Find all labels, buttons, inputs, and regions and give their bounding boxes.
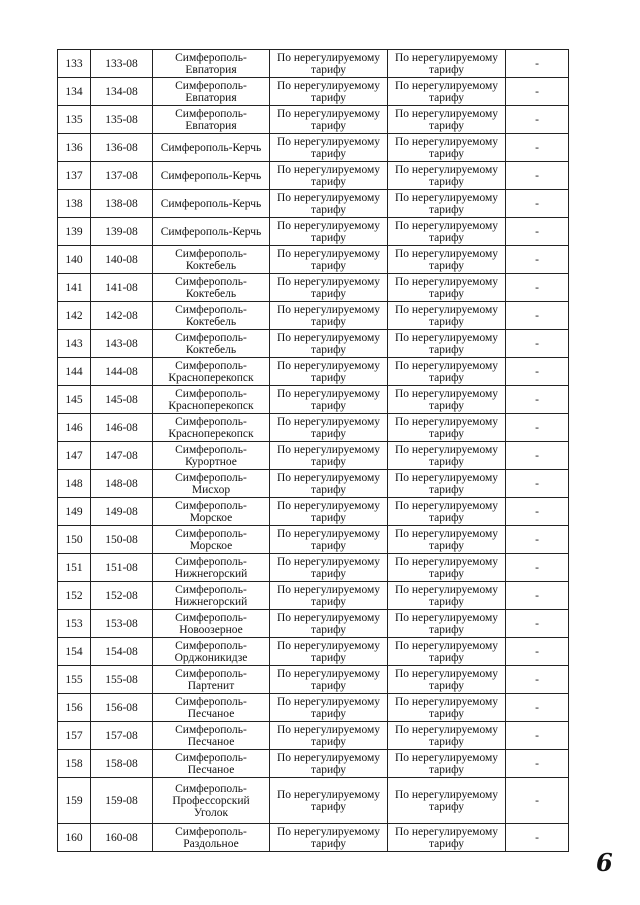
row-number-cell: 141 <box>58 274 91 302</box>
extra-cell: - <box>506 78 569 106</box>
row-number-cell: 155 <box>58 666 91 694</box>
tariff-cell-b: По нерегулируемому тарифу <box>388 750 506 778</box>
route-name-cell: Симферополь-Керчь <box>153 218 270 246</box>
tariff-cell-a: По нерегулируемому тарифу <box>270 750 388 778</box>
row-number-cell: 150 <box>58 526 91 554</box>
route-code-cell: 138-08 <box>91 190 153 218</box>
tariff-cell-a: По нерегулируемому тарифу <box>270 358 388 386</box>
table-row <box>58 50 569 78</box>
row-number-cell: 153 <box>58 610 91 638</box>
tariff-cell-b: По нерегулируемому тарифу <box>388 190 506 218</box>
tariff-cell-a: По нерегулируемому тарифу <box>270 218 388 246</box>
tariff-cell-b: По нерегулируемому тарифу <box>388 824 506 852</box>
tariff-cell-a: По нерегулируемому тарифу <box>270 498 388 526</box>
route-name-cell: Симферополь- Песчаное <box>153 750 270 778</box>
route-code-cell: 153-08 <box>91 610 153 638</box>
table-row <box>58 246 569 274</box>
extra-cell: - <box>506 218 569 246</box>
route-name-cell: Симферополь-Керчь <box>153 190 270 218</box>
tariff-cell-b: По нерегулируемому тарифу <box>388 722 506 750</box>
route-code-cell: 144-08 <box>91 358 153 386</box>
extra-cell: - <box>506 190 569 218</box>
route-code-cell: 160-08 <box>91 824 153 852</box>
route-code-cell: 136-08 <box>91 134 153 162</box>
route-code-cell: 152-08 <box>91 582 153 610</box>
tariff-cell-a: По нерегулируемому тарифу <box>270 610 388 638</box>
routes-table <box>57 49 569 852</box>
tariff-cell-a: По нерегулируемому тарифу <box>270 722 388 750</box>
route-code-cell: 146-08 <box>91 414 153 442</box>
extra-cell: - <box>506 722 569 750</box>
row-number-cell: 134 <box>58 78 91 106</box>
row-number-cell: 139 <box>58 218 91 246</box>
route-name-cell: Симферополь- Песчаное <box>153 694 270 722</box>
tariff-cell-a: По нерегулируемому тарифу <box>270 666 388 694</box>
route-name-cell: Симферополь- Мисхор <box>153 470 270 498</box>
tariff-cell-a: По нерегулируемому тарифу <box>270 274 388 302</box>
route-code-cell: 140-08 <box>91 246 153 274</box>
route-name-cell: Симферополь- Профессорский Уголок <box>153 778 270 824</box>
route-code-cell: 148-08 <box>91 470 153 498</box>
route-name-cell: Симферополь- Новоозерное <box>153 610 270 638</box>
row-number-cell: 140 <box>58 246 91 274</box>
row-number-cell: 148 <box>58 470 91 498</box>
route-name-cell: Симферополь- Коктебель <box>153 302 270 330</box>
table-row <box>58 358 569 386</box>
tariff-cell-a: По нерегулируемому тарифу <box>270 78 388 106</box>
table-row <box>58 190 569 218</box>
tariff-cell-b: По нерегулируемому тарифу <box>388 666 506 694</box>
row-number-cell: 138 <box>58 190 91 218</box>
table-row <box>58 610 569 638</box>
table-row <box>58 442 569 470</box>
tariff-cell-b: По нерегулируемому тарифу <box>388 610 506 638</box>
table-row <box>58 554 569 582</box>
table-row <box>58 274 569 302</box>
row-number-cell: 158 <box>58 750 91 778</box>
extra-cell: - <box>506 246 569 274</box>
route-name-cell: Симферополь- Коктебель <box>153 330 270 358</box>
tariff-cell-b: По нерегулируемому тарифу <box>388 694 506 722</box>
tariff-cell-b: По нерегулируемому тарифу <box>388 386 506 414</box>
tariff-cell-b: По нерегулируемому тарифу <box>388 582 506 610</box>
route-name-cell: Симферополь- Партенит <box>153 666 270 694</box>
row-number-cell: 159 <box>58 778 91 824</box>
tariff-cell-a: По нерегулируемому тарифу <box>270 134 388 162</box>
route-name-cell: Симферополь- Евпатория <box>153 78 270 106</box>
route-name-cell: Симферополь- Курортное <box>153 442 270 470</box>
row-number-cell: 151 <box>58 554 91 582</box>
tariff-cell-a: По нерегулируемому тарифу <box>270 106 388 134</box>
table-row <box>58 526 569 554</box>
route-name-cell: Симферополь- Красноперекопск <box>153 386 270 414</box>
route-code-cell: 143-08 <box>91 330 153 358</box>
tariff-cell-a: По нерегулируемому тарифу <box>270 50 388 78</box>
tariff-cell-b: По нерегулируемому тарифу <box>388 330 506 358</box>
tariff-cell-a: По нерегулируемому тарифу <box>270 442 388 470</box>
extra-cell: - <box>506 554 569 582</box>
route-name-cell: Симферополь- Нижнегорский <box>153 582 270 610</box>
table-row <box>58 582 569 610</box>
route-name-cell: Симферополь-Керчь <box>153 134 270 162</box>
tariff-cell-a: По нерегулируемому тарифу <box>270 554 388 582</box>
route-code-cell: 151-08 <box>91 554 153 582</box>
route-name-cell: Симферополь- Коктебель <box>153 246 270 274</box>
route-code-cell: 145-08 <box>91 386 153 414</box>
route-name-cell: Симферополь- Морское <box>153 526 270 554</box>
tariff-cell-a: По нерегулируемому тарифу <box>270 778 388 824</box>
row-number-cell: 156 <box>58 694 91 722</box>
tariff-cell-b: По нерегулируемому тарифу <box>388 134 506 162</box>
table-row <box>58 470 569 498</box>
table-row <box>58 722 569 750</box>
route-code-cell: 158-08 <box>91 750 153 778</box>
route-name-cell: Симферополь- Морское <box>153 498 270 526</box>
route-name-cell: Симферополь- Коктебель <box>153 274 270 302</box>
row-number-cell: 136 <box>58 134 91 162</box>
tariff-cell-a: По нерегулируемому тарифу <box>270 386 388 414</box>
tariff-cell-a: По нерегулируемому тарифу <box>270 526 388 554</box>
extra-cell: - <box>506 824 569 852</box>
table-row <box>58 106 569 134</box>
tariff-cell-a: По нерегулируемому тарифу <box>270 330 388 358</box>
tariff-cell-b: По нерегулируемому тарифу <box>388 638 506 666</box>
tariff-cell-b: По нерегулируемому тарифу <box>388 106 506 134</box>
tariff-cell-b: По нерегулируемому тарифу <box>388 498 506 526</box>
table-row <box>58 778 569 824</box>
tariff-cell-a: По нерегулируемому тарифу <box>270 190 388 218</box>
routes-table-body <box>58 50 569 852</box>
extra-cell: - <box>506 666 569 694</box>
row-number-cell: 144 <box>58 358 91 386</box>
route-name-cell: Симферополь- Евпатория <box>153 106 270 134</box>
extra-cell: - <box>506 358 569 386</box>
row-number-cell: 147 <box>58 442 91 470</box>
tariff-cell-b: По нерегулируемому тарифу <box>388 778 506 824</box>
row-number-cell: 160 <box>58 824 91 852</box>
tariff-cell-a: По нерегулируемому тарифу <box>270 162 388 190</box>
row-number-cell: 142 <box>58 302 91 330</box>
tariff-cell-b: По нерегулируемому тарифу <box>388 246 506 274</box>
route-code-cell: 156-08 <box>91 694 153 722</box>
page-number: 6 <box>596 848 613 877</box>
route-name-cell: Симферополь- Нижнегорский <box>153 554 270 582</box>
row-number-cell: 137 <box>58 162 91 190</box>
route-code-cell: 155-08 <box>91 666 153 694</box>
tariff-cell-a: По нерегулируемому тарифу <box>270 246 388 274</box>
table-row <box>58 638 569 666</box>
row-number-cell: 143 <box>58 330 91 358</box>
table-row <box>58 330 569 358</box>
tariff-cell-a: По нерегулируемому тарифу <box>270 414 388 442</box>
extra-cell: - <box>506 694 569 722</box>
extra-cell: - <box>506 778 569 824</box>
row-number-cell: 145 <box>58 386 91 414</box>
route-code-cell: 135-08 <box>91 106 153 134</box>
row-number-cell: 133 <box>58 50 91 78</box>
extra-cell: - <box>506 498 569 526</box>
extra-cell: - <box>506 162 569 190</box>
table-row <box>58 302 569 330</box>
extra-cell: - <box>506 386 569 414</box>
table-row <box>58 218 569 246</box>
tariff-cell-b: По нерегулируемому тарифу <box>388 50 506 78</box>
tariff-cell-a: По нерегулируемому тарифу <box>270 470 388 498</box>
table-row <box>58 134 569 162</box>
route-code-cell: 150-08 <box>91 526 153 554</box>
extra-cell: - <box>506 470 569 498</box>
tariff-cell-a: По нерегулируемому тарифу <box>270 302 388 330</box>
route-code-cell: 133-08 <box>91 50 153 78</box>
extra-cell: - <box>506 274 569 302</box>
table-row <box>58 498 569 526</box>
tariff-cell-b: По нерегулируемому тарифу <box>388 470 506 498</box>
row-number-cell: 154 <box>58 638 91 666</box>
tariff-cell-b: По нерегулируемому тарифу <box>388 302 506 330</box>
table-row <box>58 750 569 778</box>
route-name-cell: Симферополь- Красноперекопск <box>153 414 270 442</box>
extra-cell: - <box>506 302 569 330</box>
route-code-cell: 137-08 <box>91 162 153 190</box>
extra-cell: - <box>506 750 569 778</box>
tariff-cell-b: По нерегулируемому тарифу <box>388 218 506 246</box>
extra-cell: - <box>506 610 569 638</box>
route-code-cell: 154-08 <box>91 638 153 666</box>
tariff-cell-a: По нерегулируемому тарифу <box>270 694 388 722</box>
tariff-cell-a: По нерегулируемому тарифу <box>270 638 388 666</box>
tariff-cell-b: По нерегулируемому тарифу <box>388 162 506 190</box>
table-row <box>58 824 569 852</box>
table-row <box>58 386 569 414</box>
row-number-cell: 152 <box>58 582 91 610</box>
route-name-cell: Симферополь- Евпатория <box>153 50 270 78</box>
extra-cell: - <box>506 134 569 162</box>
route-code-cell: 139-08 <box>91 218 153 246</box>
tariff-cell-b: По нерегулируемому тарифу <box>388 442 506 470</box>
tariff-cell-b: По нерегулируемому тарифу <box>388 554 506 582</box>
table-row <box>58 78 569 106</box>
row-number-cell: 146 <box>58 414 91 442</box>
route-code-cell: 142-08 <box>91 302 153 330</box>
tariff-cell-b: По нерегулируемому тарифу <box>388 414 506 442</box>
table-row <box>58 414 569 442</box>
route-name-cell: Симферополь- Орджоникидзе <box>153 638 270 666</box>
extra-cell: - <box>506 414 569 442</box>
route-name-cell: Симферополь- Красноперекопск <box>153 358 270 386</box>
route-code-cell: 149-08 <box>91 498 153 526</box>
route-name-cell: Симферополь- Раздольное <box>153 824 270 852</box>
table-row <box>58 666 569 694</box>
tariff-cell-a: По нерегулируемому тарифу <box>270 582 388 610</box>
table-row <box>58 694 569 722</box>
route-name-cell: Симферополь-Керчь <box>153 162 270 190</box>
tariff-cell-a: По нерегулируемому тарифу <box>270 824 388 852</box>
extra-cell: - <box>506 106 569 134</box>
tariff-cell-b: По нерегулируемому тарифу <box>388 274 506 302</box>
extra-cell: - <box>506 442 569 470</box>
route-code-cell: 159-08 <box>91 778 153 824</box>
route-code-cell: 147-08 <box>91 442 153 470</box>
route-code-cell: 141-08 <box>91 274 153 302</box>
extra-cell: - <box>506 638 569 666</box>
extra-cell: - <box>506 526 569 554</box>
route-code-cell: 157-08 <box>91 722 153 750</box>
tariff-cell-b: По нерегулируемому тарифу <box>388 526 506 554</box>
extra-cell: - <box>506 50 569 78</box>
table-row <box>58 162 569 190</box>
row-number-cell: 157 <box>58 722 91 750</box>
tariff-cell-b: По нерегулируемому тарифу <box>388 358 506 386</box>
route-name-cell: Симферополь- Песчаное <box>153 722 270 750</box>
tariff-cell-b: По нерегулируемому тарифу <box>388 78 506 106</box>
extra-cell: - <box>506 582 569 610</box>
route-code-cell: 134-08 <box>91 78 153 106</box>
row-number-cell: 149 <box>58 498 91 526</box>
row-number-cell: 135 <box>58 106 91 134</box>
extra-cell: - <box>506 330 569 358</box>
